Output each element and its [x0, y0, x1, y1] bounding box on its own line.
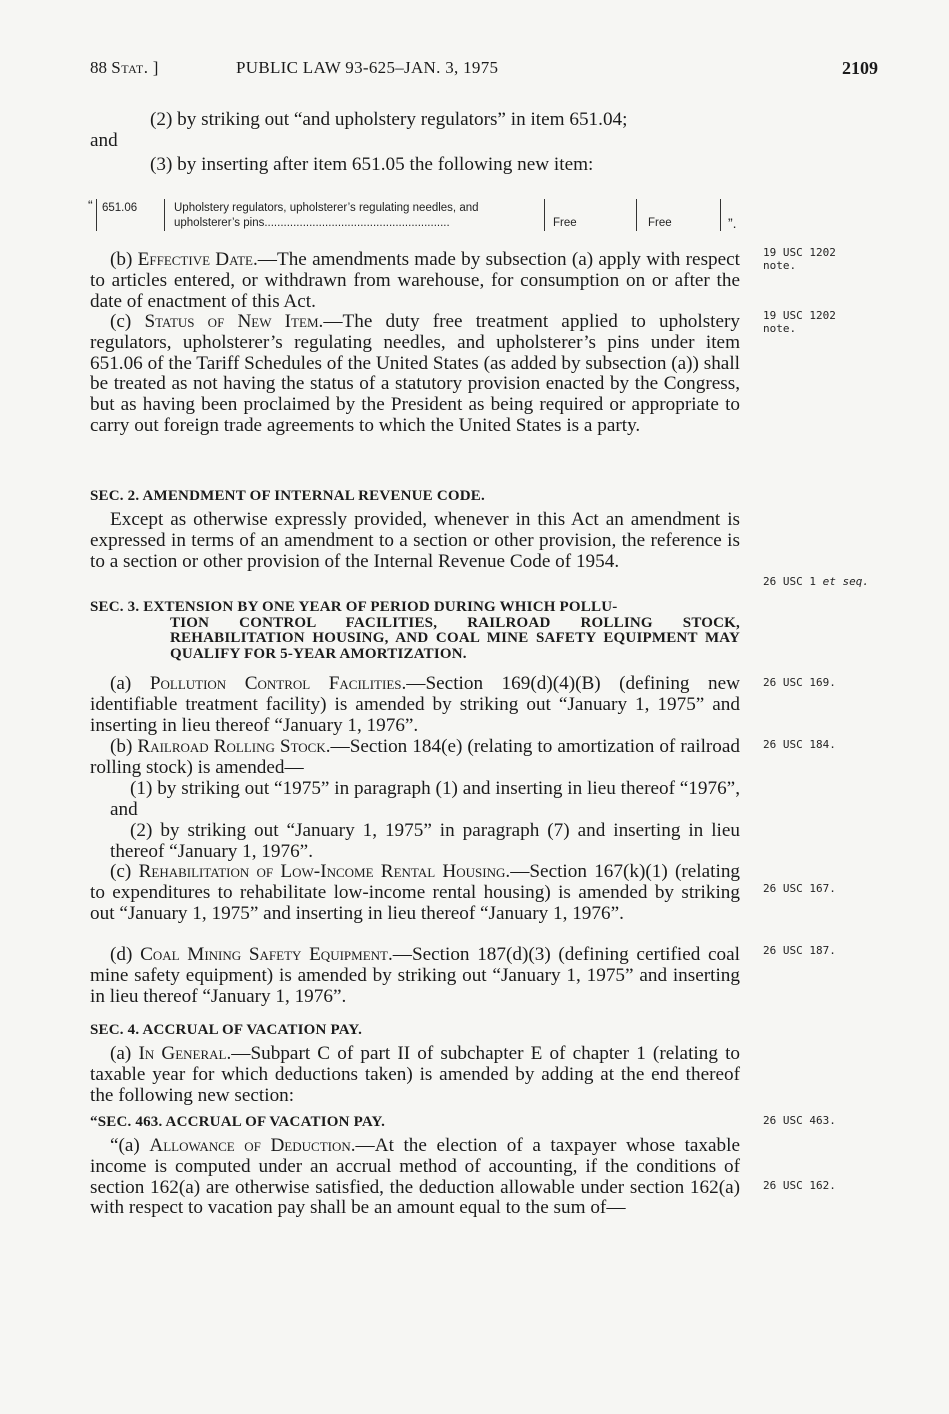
page-number: 2109 — [842, 58, 878, 78]
table-rule — [720, 199, 721, 231]
section-463a — [90, 1136, 740, 1219]
paragraph-text: —The amendments made by subsection (a) apply with respect to articles entered, or withdrawn from warehouse, for consumption on or after the date of enactment of this Act. — [90, 249, 740, 312]
item-2-cont: and — [90, 130, 118, 151]
item-3: (3) by inserting after item 651.05 the following new item: — [150, 154, 594, 175]
paragraph-heading: In General. — [138, 1043, 232, 1064]
section-3-heading — [90, 600, 740, 662]
paragraph-text: —At the election of a taxpayer whose taxable income is computed under an accrual method of accounting, if the conditions of section 162(a) are otherwise satisfied, the deduction allowable under section 162(a) with respect to vacation pay shall be an amount equal to the sum of— — [90, 1135, 740, 1219]
paragraph-c — [90, 312, 740, 437]
paragraph-text: —Section 169(d)(4)(B) (defining new identifiable treatment facility) is amended by striking out “January 1, 1975” and inserting in lieu thereof “January 1, 1976”. — [90, 673, 740, 736]
section-3a — [90, 674, 740, 736]
paragraph-heading: Railroad Rolling Stock. — [137, 736, 331, 757]
section-3-heading-line1: SEC. 3. EXTENSION BY ONE YEAR OF PERIOD DURING WHICH POLLU- — [90, 599, 618, 615]
section-3d — [90, 945, 740, 1007]
margin-note-4: 26 USC 169. — [763, 676, 836, 689]
paragraph-text: —Section 184(e) (relating to amortization of railroad rolling stock) is amended— — [90, 736, 740, 778]
para-lead: (c) — [110, 861, 139, 882]
section-3-heading-rest: TION CONTROL FACILITIES, RAILROAD ROLLING STOCK, REHABILITATION HOUSING, AND COAL MINE SAFETY EQUIPMENT MAY QUALIFY FOR 5-YEAR AMORTIZATION. — [170, 614, 740, 662]
margin-note-7: 26 USC 187. — [763, 944, 836, 957]
volume-label: Stat. — [111, 58, 149, 77]
margin-note-9: 26 USC 162. — [763, 1179, 836, 1192]
paragraph-heading: Coal Mining Safety Equipment. — [140, 944, 393, 965]
section-4a — [90, 1044, 740, 1106]
tariff-rate-column2: Free — [648, 217, 672, 229]
tariff-description-line2: upholsterer’s pins.......................................................... — [174, 217, 450, 229]
para-lead: (b) — [110, 736, 138, 757]
section-4-heading: SEC. 4. ACCRUAL OF VACATION PAY. — [90, 1022, 363, 1038]
volume-number: 88 — [90, 58, 107, 77]
margin-note-text: note. — [763, 259, 797, 272]
paragraph-heading: Rehabilitation of Low-Income Rental Housing. — [138, 861, 511, 882]
paragraph-text: —The duty free treatment applied to upholstery regulators, upholsterer’s regulating needles, and upholsterer’s pins under item 651.06 of the Tariff Schedules of the United States (as added by subsection (a)) shall be treated as not having the status of a statutory provision enacted by the Congress, but as having been proclaimed by the President as being required or appropriate to carry out foreign trade agreements to which the United States is a party. — [90, 311, 741, 436]
margin-note-3 — [763, 575, 869, 588]
bracket: ] — [152, 58, 159, 77]
para-lead: (a) — [110, 673, 150, 694]
paragraph-heading: Status of New Item. — [144, 311, 324, 332]
paragraph-heading: Allowance of Deduction. — [149, 1135, 356, 1156]
margin-note-8: 26 USC 463. — [763, 1114, 836, 1127]
close-quote: ”. — [728, 215, 737, 231]
margin-note-italic: et seq. — [822, 575, 869, 588]
item-2 — [110, 110, 740, 131]
table-rule — [544, 199, 545, 231]
para-lead: (d) — [110, 944, 141, 965]
item-2-text: (2) by striking out “and upholstery regulators” in item 651.04; — [150, 109, 628, 130]
paragraph-b — [90, 250, 740, 312]
para-lead: (c) — [110, 311, 145, 332]
margin-note-text: 19 USC 1202 — [763, 309, 836, 322]
paragraph-text: —Section 167(k)(1) (relating to expenditures to rehabilitate low-income rental housing) is amended by striking out “January 1, 1975” and inserting in lieu thereof “January 1, 1976”. — [90, 861, 741, 924]
margin-note-6: 26 USC 167. — [763, 882, 836, 895]
para-lead: “(a) — [110, 1135, 150, 1156]
paragraph-heading: Effective Date. — [137, 249, 258, 270]
paragraph-text: —Section 187(d)(3) (defining certified coal mine safety equipment) is amended by striking out “January 1, 1975” and inserting in lieu thereof “January 1, 1976”. — [90, 944, 740, 1007]
open-quote: “ — [88, 197, 93, 213]
paragraph-heading: Pollution Control Facilities. — [149, 673, 407, 694]
margin-note-5: 26 USC 184. — [763, 738, 836, 751]
para-lead: (a) — [110, 1043, 139, 1064]
section-3b-1: (1) by striking out “1975” in paragraph (1) and inserting in lieu thereof “1976”, and — [110, 778, 740, 820]
header-title: PUBLIC LAW 93-625–JAN. 3, 1975 — [236, 58, 499, 77]
table-rule — [636, 199, 637, 231]
tariff-rate-column1: Free — [553, 217, 577, 229]
margin-note-2 — [763, 309, 836, 335]
section-3b — [90, 737, 740, 779]
tariff-description-line1: Upholstery regulators, upholsterer’s regulating needles, and — [174, 202, 479, 214]
margin-note-1 — [763, 246, 836, 272]
margin-note-text: 19 USC 1202 — [763, 246, 836, 259]
tariff-item-table — [88, 195, 768, 235]
section-2-text: Except as otherwise expressly provided, whenever in this Act an amendment is expressed in terms of an amendment to a section or other provision, the reference is to a section or other provision of the Internal Revenue Code of 1954. — [90, 509, 740, 572]
table-rule — [164, 199, 165, 231]
section-463-heading: “SEC. 463. ACCRUAL OF VACATION PAY. — [90, 1114, 386, 1130]
paragraph-text: —Subpart C of part II of subchapter E of chapter 1 (relating to taxable year for which deductions taken) is amended by adding at the end thereof the following new section: — [90, 1043, 740, 1106]
section-3c — [90, 862, 740, 924]
table-rule — [96, 199, 97, 231]
tariff-item-number: 651.06 — [102, 202, 138, 214]
margin-note-text: note. — [763, 322, 797, 335]
header-volume — [90, 58, 158, 78]
section-3b-2: (2) by striking out “January 1, 1975” in paragraph (7) and inserting in lieu thereof “January 1, 1976”. — [110, 820, 740, 862]
section-2-heading: SEC. 2. AMENDMENT OF INTERNAL REVENUE CODE. — [90, 488, 485, 504]
para-lead: (b) — [110, 249, 138, 270]
margin-note-text: 26 USC 1 — [763, 575, 823, 588]
